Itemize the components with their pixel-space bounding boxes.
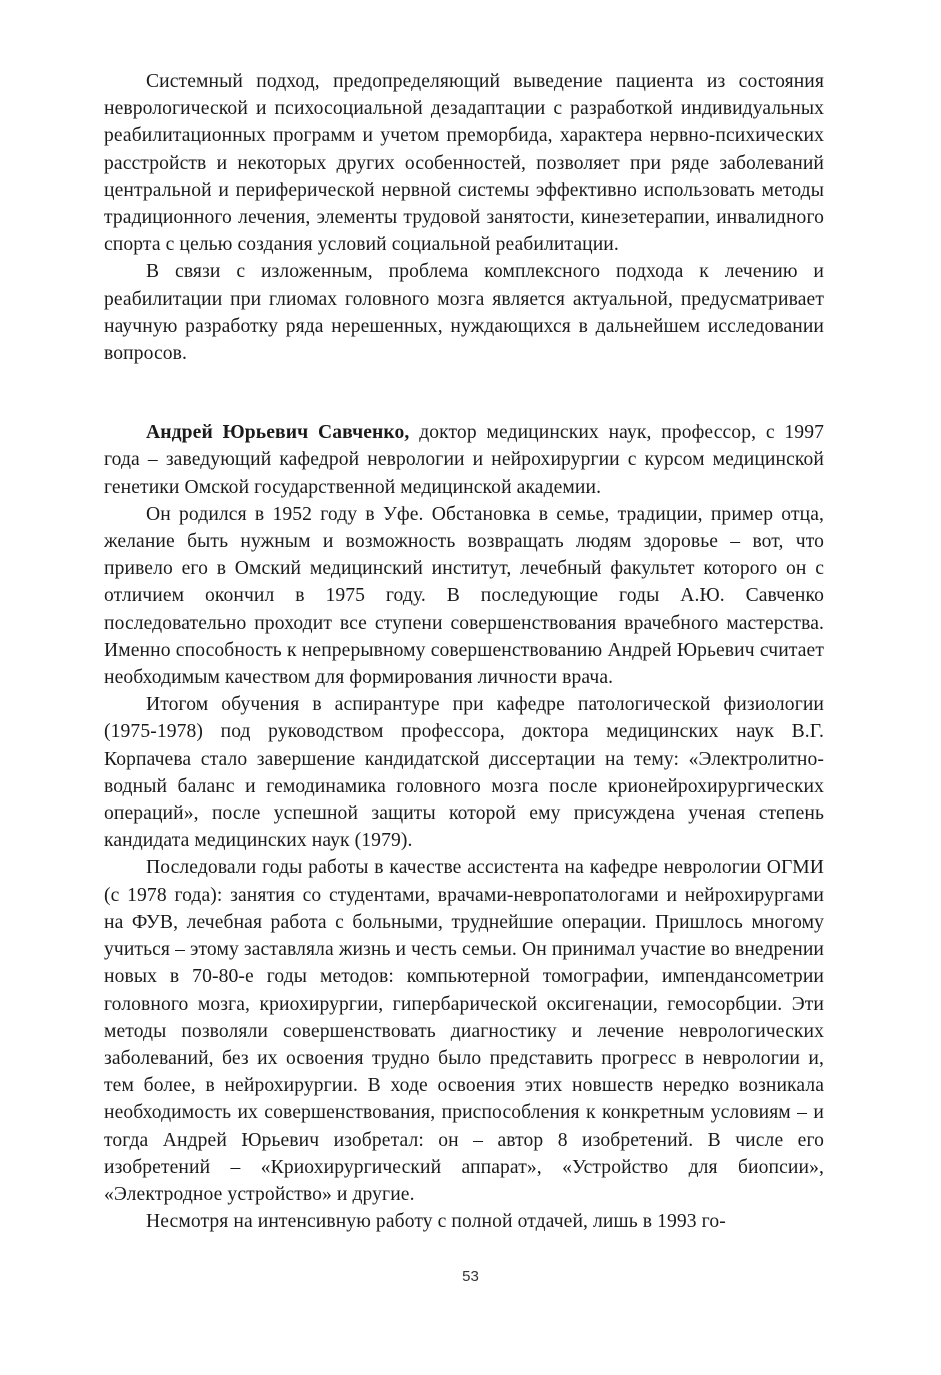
page-body [104, 68, 824, 1235]
paragraph-postgraduate: Итогом обучения в аспирантуре при кафедре патологической физиологии (1975-1978) под руководством профессора, доктора медицинских наук В.Г. Корпачева стало завершение кандидатской диссертации на тему: «Электролитно-водный баланс и гемодинамика головного мозга после крионейрохирургических операций», после успешной защиты которой ему присуждена ученая степень кандидата медицинских наук (1979). [104, 694, 824, 852]
section-gap [104, 367, 824, 419]
person-title: доктор медицинских наук, профессор, с 1997 года – заведующий кафедрой неврологии и нейрохирургии с курсом медицинской генетики Омской государственной медицинской академии. [104, 422, 824, 498]
page-number: 53 [462, 1268, 479, 1285]
paragraph-complex-approach: В связи с изложенным, проблема комплексного подхода к лечению и реабилитации при глиомах головного мозга является актуальной, предусматривает научную разработку ряда нерешенных, нуждающихся в дальнейшем исследовании вопросов. [104, 261, 824, 365]
paragraph-assistant-years: Последовали годы работы в качестве ассистента на кафедре неврологии ОГМИ (с 1978 года): занятия со студентами, врачами-невропатологами и нейрохирургами на ФУВ, лечебная работа с больными, труднейшие операции. Пришлось многому учиться – этому заставляла жизнь и честь семьи. Он принимал участие во внедрении новых в 70-80-е годы методов: компьютерной томографии, импендансометрии головного мозга, криохирургии, гипербарической оксигенации, гемосорбции. Эти методы позволяли совершенствовать диагностику и лечение неврологических заболеваний, без их освоения трудно было представить прогресс в неврологии и, тем более, в нейрохирургии. В ходе освоения этих новшеств нередко возникала необходимость их совершенствования, приспособления к конкретным условиям – и тогда Андрей Юрьевич изобретал: он – автор 8 изобретений. В числе его изобретений – «Криохирургический аппарат», «Устройство для биопсии», «Электродное устройство» и другие. [104, 857, 824, 1205]
paragraph-systemic-approach: Системный подход, предопределяющий выведение пациента из состояния неврологической и психосоциальной дезадаптации с разработкой индивидуальных реабилитационных программ и учетом преморбида, характера нервно-психических расстройств и некоторых других особенностей, позволяет при ряде заболеваний центральной и периферической нервной системы эффективно использовать методы традиционного лечения, элементы трудовой занятости, кинезетерапии, инвалидного спорта с целью создания условий социальной реабилитации. [104, 71, 824, 256]
paragraph-continuation: Несмотря на интенсивную работу с полной отдачей, лишь в 1993 го- [146, 1211, 726, 1233]
paragraph-birth-education: Он родился в 1952 году в Уфе. Обстановка в семье, традиции, пример отца, желание быть нужным и возможность возвращать людям здоровье – вот, что привело его в Омский медицинский институт, лечебный факультет которого он с отличием окончил в 1975 году. В последующие годы А.Ю. Савченко последовательно проходит все ступени совершенствования врачебного мастерства. Именно способность к непрерывному совершенствованию Андрей Юрьевич считает необходимым качеством для формирования личности врача. [104, 503, 824, 689]
paragraph-biography-intro [104, 419, 824, 501]
person-name: Андрей Юрьевич Савченко, [146, 422, 410, 444]
